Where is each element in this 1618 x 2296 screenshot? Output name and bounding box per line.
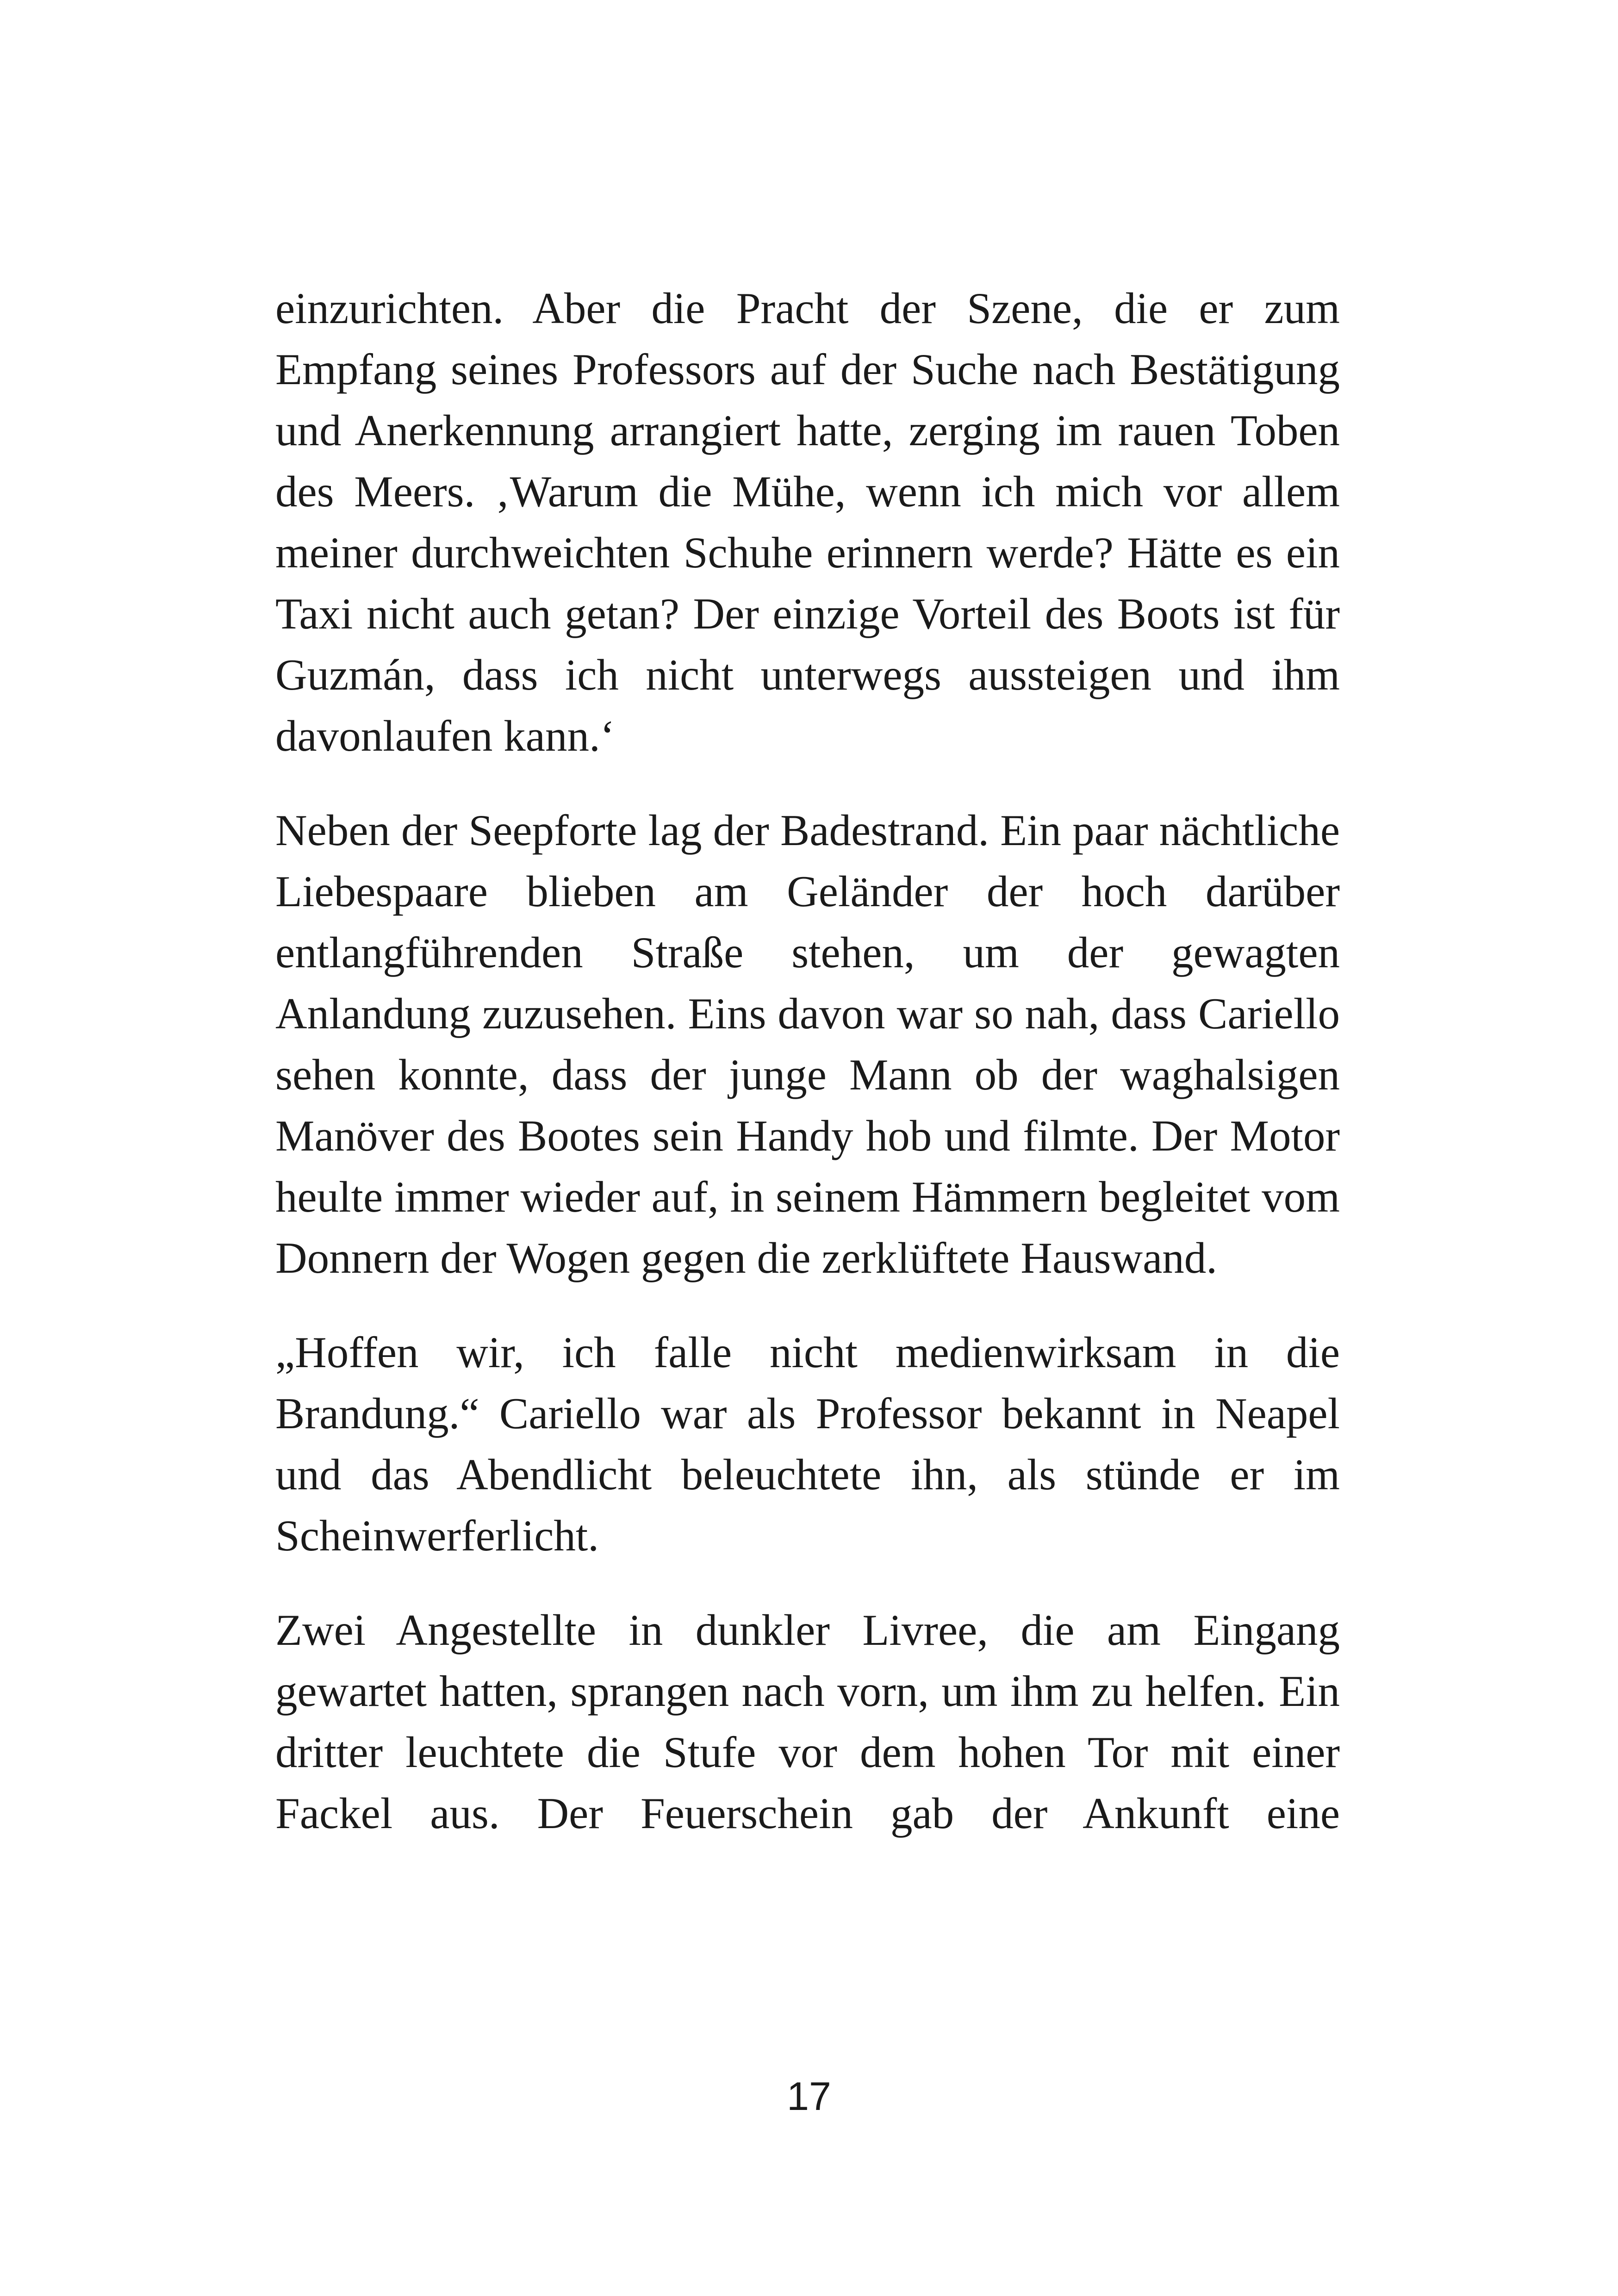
paragraph: „Hoffen wir, ich falle nicht medienwirksam in die Brandung.“ Cariello war als Professor bekannt in Neapel und das Abendlicht beleuchtete ihn, als stünde er im Scheinwerferlicht. — [275, 1328, 1340, 1560]
paragraph: Zwei Angestellte in dunkler Livree, die am Eingang gewartet hatten, sprangen nach vorn, um ihm zu helfen. Ein dritter leuchtete die Stufe vor dem hohen Tor mit einer Fackel aus. Der Feuerschein gab der Ankunft eine — [275, 1605, 1340, 1838]
paragraph: Neben der Seepforte lag der Badestrand. Ein paar nächtliche Liebespaare blieben am Geländer der hoch darüber entlangführenden Straße stehen, um der gewagten Anlandung zuzusehen. Eins davon war so nah, dass Cariello sehen konnte, dass der junge Mann ob der waghalsigen Manöver des Bootes sein Handy hob und filmte. Der Motor heulte immer wieder auf, in seinem Hämmern begleitet vom Donnern der Wogen gegen die zerklüftete Hauswand. — [275, 806, 1340, 1282]
paragraph: einzurichten. Aber die Pracht der Szene, die er zum Empfang seines Professors auf der Suche nach Bestätigung und Anerkennung arrangiert hatte, zerging im rauen Toben des Meers. ‚Warum die Mühe, wenn ich mich vor allem meiner durchweichten Schuhe erinnern werde? Hätte es ein Taxi nicht auch getan? Der einzige Vorteil des Boots ist für Guzmán, dass ich nicht unterwegs aussteigen und ihm davonlaufen kann.‘ — [275, 284, 1340, 760]
page-body — [275, 278, 1340, 1844]
page-number: 17 — [787, 2074, 831, 2119]
